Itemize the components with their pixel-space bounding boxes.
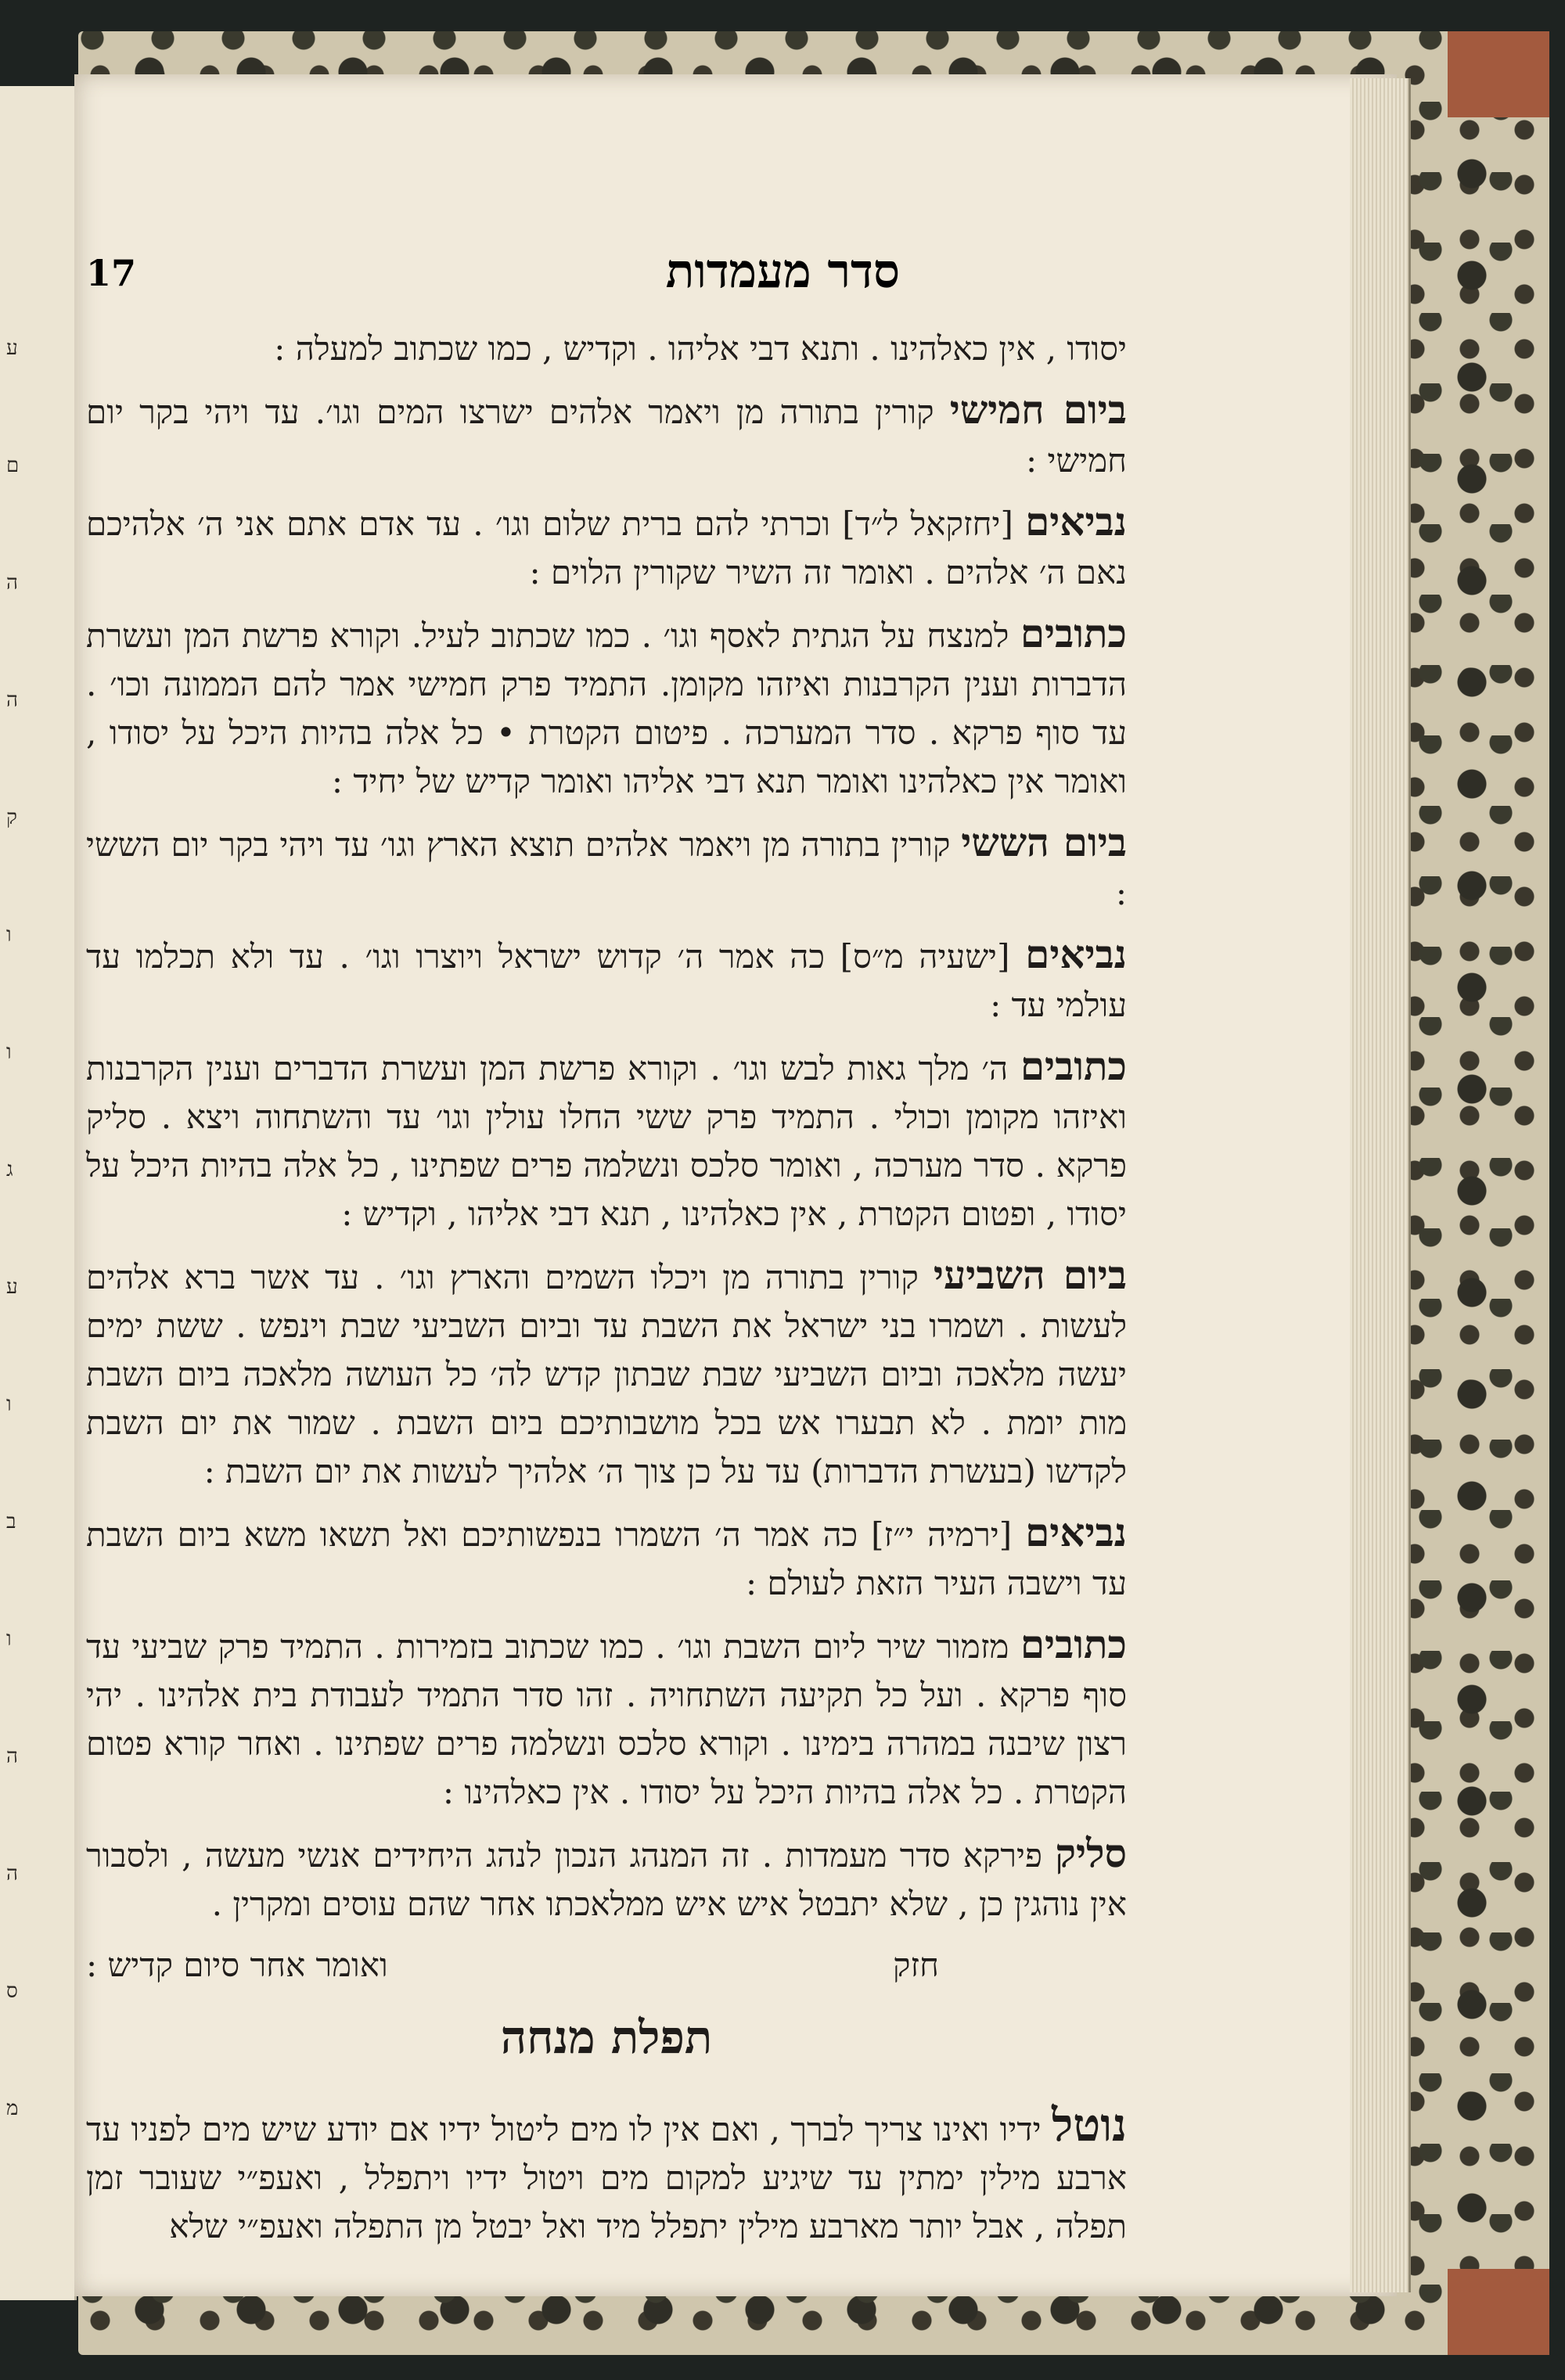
left-page-fragment: ע bbox=[6, 336, 18, 360]
left-page-fragment: ה bbox=[6, 571, 18, 595]
left-page-edge bbox=[0, 86, 77, 2300]
left-page-fragment: ע bbox=[6, 1275, 18, 1299]
cover-corner-top bbox=[1448, 31, 1549, 117]
paragraph-text: מזמור שיר ליום השבת וגו׳ . כמו שכתוב בזמירות . התמיד פרק שביעי עד סוף פרקא . ועל כל תקיעה השתחויה . זהו סדר התמיד לעבודת בית אלהינו . יהי רצון שיבנה במהרה בימינו . וקורא סלכס ונשלמה פרים שפתינו . ואחר קורא פטום הקטרת . כל אלה בהיות היכל על יסודו . אין כאלהינו : bbox=[86, 1627, 1127, 1811]
paragraph bbox=[86, 1829, 1127, 1929]
paragraph-text: ידיו ואינו צריך לברך , ואם אין לו מים ליטול ידיו אם יודע שיש מים לפניו עד ארבע מילין ימתין עד שיגיע למקום מים ויטול ידיו ויתפלל , ואעפ״י שעובר זמן תפלה , אבל יותר מארבע מילין יתפלל מיד ואל יבטל מן התפלה ואעפ״י שלא bbox=[86, 2110, 1127, 2245]
paragraph-lead: כתובים bbox=[1020, 610, 1127, 656]
left-page-fragment: ו bbox=[6, 1627, 12, 1651]
paragraph-lead: ביום חמישי bbox=[949, 386, 1127, 433]
page-text bbox=[86, 325, 1127, 2263]
left-page-fragment: ו bbox=[6, 923, 12, 947]
running-header bbox=[86, 244, 1127, 315]
paragraph-text: קורין בתורה מן ויאמר אלהים תוצא הארץ וגו׳ עד ויהי בקר יום הששי : bbox=[86, 825, 1127, 912]
paragraph-lead: כתובים bbox=[1020, 1621, 1127, 1667]
paragraph-text: למנצח על הגתית לאסף וגו׳ . כמו שכתוב לעיל. וקורא פרשת המן ועשרת הדברות וענין הקרבנות ואיזהו מקומן. התמיד פרק חמישי אמר להם הממונה וכו׳ . עד סוף פרקא . סדר המערכה . פיטום הקטרת • כל אלה בהיות היכל על יסודו , ואומר אין כאלהינו ואומר תנא דבי אליהו ואומר קדיש של יחיד : bbox=[86, 617, 1127, 800]
page-number: 17 bbox=[86, 252, 137, 294]
paragraph-lead: נביאים bbox=[1025, 498, 1127, 545]
left-page-fragment: ה bbox=[6, 1862, 18, 1886]
paragraph-lead: סליק bbox=[1055, 1830, 1127, 1876]
paragraph-lead: נביאים bbox=[1025, 1509, 1127, 1555]
paragraph-lead: נביאים bbox=[1025, 931, 1128, 977]
left-page-fragment: ו bbox=[6, 1393, 12, 1416]
paragraph bbox=[86, 325, 1127, 373]
left-page-fragment: ו bbox=[6, 1041, 12, 1064]
paragraph bbox=[86, 1508, 1127, 1608]
closing-instruction: ואומר אחר סיום קדיש : bbox=[86, 1946, 388, 1984]
paragraph-text: [ירמיה י״ז] כה אמר ה׳ השמרו בנפשותיכם ואל תשאו משא ביום השבת עד וישבה העיר הזאת לעולם : bbox=[86, 1515, 1127, 1602]
left-page-fragment: ה bbox=[6, 688, 18, 712]
left-page-fragment: ג bbox=[6, 1158, 13, 1181]
cover-corner-bottom bbox=[1448, 2269, 1549, 2355]
paragraph-lead: ביום הששי bbox=[961, 819, 1127, 865]
paragraph bbox=[86, 609, 1127, 806]
paragraph bbox=[86, 1042, 1127, 1239]
paragraph-text: [ישעיה מ״ס] כה אמר ה׳ קדוש ישראל ויוצרו וגו׳ . עד ולא תכלמו עד עולמי עד : bbox=[86, 937, 1127, 1024]
paragraph-lead: נוטל bbox=[1052, 2098, 1127, 2152]
paragraph bbox=[86, 1620, 1127, 1817]
left-page-fragment: ס bbox=[6, 1979, 18, 2003]
left-page-fragment: ב bbox=[6, 1510, 16, 1533]
paragraph bbox=[86, 498, 1127, 597]
paragraph bbox=[86, 386, 1127, 485]
page-title: סדר מעמדות bbox=[665, 244, 900, 299]
section-title: תפלת מנחה bbox=[500, 2011, 713, 2064]
paragraph-text: יסודו , אין כאלהינו . ותנא דבי אליהו . וקדיש , כמו שכתוב למעלה : bbox=[274, 329, 1127, 368]
paragraph-text: פירקא סדר מעמדות . זה המנהג הנכון לנהג היחידים אנשי מעשה , ולסבור אין נוהגין כן , שלא יתבטל איש איש ממלאכתו אחר שהם עוסים ומקרין . bbox=[86, 1836, 1127, 1923]
paragraph-text: קורין בתורה מן ויאמר אלהים ישרצו המים וגו׳. עד ויהי בקר יום חמישי : bbox=[86, 393, 1127, 480]
left-page-fragment: מ bbox=[6, 2097, 19, 2120]
paragraph bbox=[86, 1251, 1127, 1496]
paragraph bbox=[86, 818, 1127, 918]
paragraph-text: קורין בתורה מן ויכלו השמים והארץ וגו׳ . עד אשר ברא אלהים לעשות . ושמרו בני ישראל את השבת עד וביום השביעי שבת וינפש . ששת ימים יעשה מלאכה וביום השביעי שבת שבתון קדש לה׳ כל העושה מלאכה ביום השבת מות יומת . לא תבערו אש בכל מושבותיכם ביום השבת . שמור את יום השבת לקדשו (בעשרת הדברות) עד על כן צוך ה׳ אלהיך לעשות את יום השבת : bbox=[86, 1258, 1127, 1490]
paragraph-text: ה׳ מלך גאות לבש וגו׳ . וקורא פרשת המן ועשרת הדברים וענין הקרבנות ואיזהו מקומן וכולי . התמיד פרק ששי החלו עולין וגו׳ עד והשתחוה ויצא . סליק פרקא . סדר מערכה , ואומר סלכס ונשלמה פרים שפתינו , כל אלה בהיות היכל על יסודו , ופטום הקטרת , אין כאלהינו , תנא דבי אליהו , וקדיש : bbox=[86, 1049, 1127, 1233]
paragraph bbox=[86, 2098, 1127, 2251]
page-stack-edge bbox=[1350, 78, 1411, 2292]
left-page-fragment: ם bbox=[6, 454, 20, 477]
paragraph-lead: כתובים bbox=[1020, 1043, 1127, 1089]
paragraph bbox=[86, 930, 1127, 1030]
closing-line bbox=[86, 1941, 1127, 1990]
closing-word: חזק bbox=[892, 1946, 939, 1984]
left-page-fragment: ה bbox=[6, 1745, 18, 1768]
paragraph-text: [יחזקאל ל״ד] וכרתי להם ברית שלום וגו׳ . עד אדם אתם אני ה׳ אלהיכם נאם ה׳ אלהים . ואומר זה השיר שקורין הלוים : bbox=[86, 505, 1127, 591]
paragraph-lead: ביום השביעי bbox=[933, 1252, 1127, 1298]
left-page-fragment: ק bbox=[6, 806, 17, 829]
